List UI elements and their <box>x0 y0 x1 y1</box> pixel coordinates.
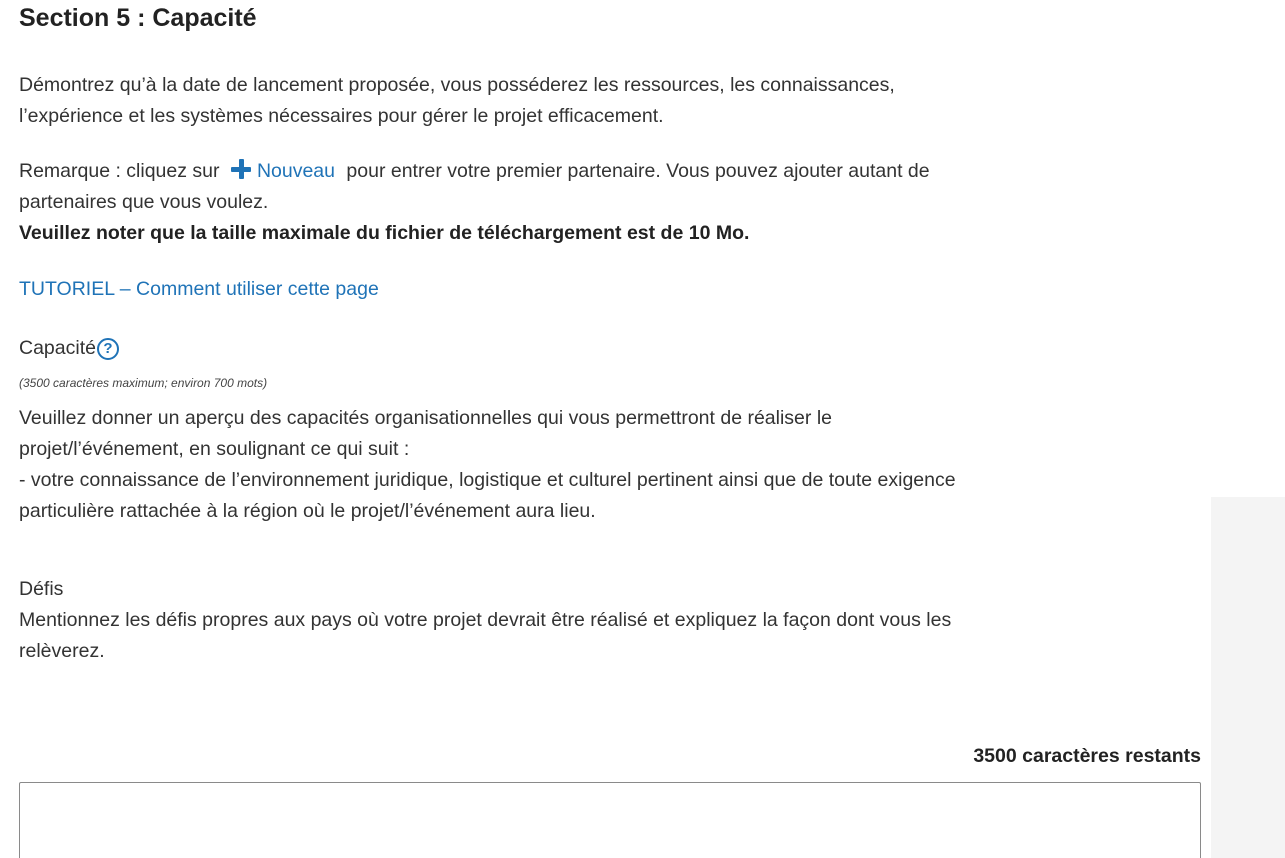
remark-suffix-1: pour entrer votre premier partenaire. Vous pouvez ajouter autant de <box>346 160 930 182</box>
capacity-answer-textarea[interactable] <box>19 782 1201 858</box>
new-partner-label: Nouveau <box>256 160 335 182</box>
tutorial-link[interactable]: TUTORIEL – Comment utiliser cette page <box>19 278 379 300</box>
remark-prefix: Remarque : cliquez sur <box>19 160 220 182</box>
question-line-3: - votre connaissance de l’environnement juridique, logistique et culturel pertinent ainsi que de toute exigence <box>19 469 956 491</box>
file-size-note: Veuillez noter que la taille maximale du fichier de téléchargement est de 10 Mo. <box>19 222 750 244</box>
intro-line-1: Démontrez qu’à la date de lancement proposée, vous posséderez les ressources, les connaissances, <box>19 74 895 96</box>
question-line-4: particulière rattachée à la région où le projet/l’événement aura lieu. <box>19 500 596 522</box>
challenges-text <box>19 574 1189 667</box>
capacity-label-text: Capacité <box>19 337 96 359</box>
challenges-line-2: relèverez. <box>19 640 105 662</box>
capacity-label <box>19 337 119 360</box>
side-panel <box>1211 497 1285 858</box>
remark-suffix-2: partenaires que vous voulez. <box>19 191 269 213</box>
capacity-question <box>19 403 1189 527</box>
help-icon[interactable]: ? <box>97 338 119 360</box>
new-partner-button[interactable] <box>231 160 335 182</box>
page-title: Section 5 : Capacité <box>19 4 257 32</box>
question-line-2: projet/l’événement, en soulignant ce qui suit : <box>19 438 410 460</box>
intro-text <box>19 70 1139 132</box>
question-line-1: Veuillez donner un aperçu des capacités organisationnelles qui vous permettront de réaliser le <box>19 407 832 429</box>
plus-icon <box>231 159 251 179</box>
remark-text <box>19 156 1179 249</box>
characters-remaining: 3500 caractères restants <box>973 745 1201 767</box>
challenges-title: Défis <box>19 578 64 600</box>
challenges-line-1: Mentionnez les défis propres aux pays où votre projet devrait être réalisé et expliquez la façon dont vous les <box>19 609 952 631</box>
intro-line-2: l’expérience et les systèmes nécessaires pour gérer le projet efficacement. <box>19 105 664 127</box>
character-limit-hint: (3500 caractères maximum; environ 700 mots) <box>19 376 268 390</box>
